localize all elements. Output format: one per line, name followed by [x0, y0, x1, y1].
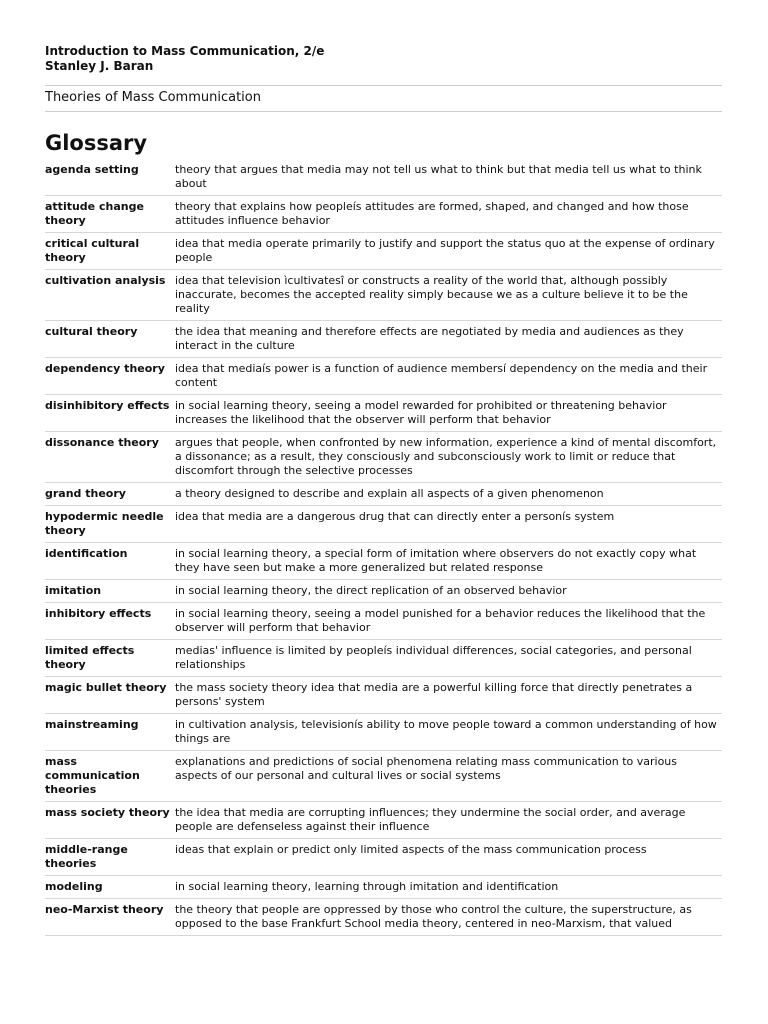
glossary-term: identification	[45, 547, 128, 560]
glossary-entry	[45, 233, 722, 270]
glossary-entry	[45, 543, 722, 580]
glossary-entry	[45, 196, 722, 233]
glossary-definition: the idea that meaning and therefore effects are negotiated by media and audiences as they interact in the culture	[175, 325, 684, 352]
glossary-term: modeling	[45, 880, 103, 893]
glossary-definition: theory that argues that media may not tell us what to think but that media tell us what to think about	[175, 163, 702, 190]
glossary-definition: the mass society theory idea that media are a powerful killing force that directly penetrates a persons' system	[175, 681, 693, 708]
book-header	[45, 44, 324, 74]
glossary-term: mass communication theories	[45, 755, 140, 796]
glossary-entry	[45, 432, 722, 483]
glossary-entry	[45, 677, 722, 714]
chapter-title: Theories of Mass Communication	[45, 90, 261, 105]
glossary-list	[45, 159, 722, 936]
glossary-term: imitation	[45, 584, 102, 597]
glossary-definition: idea that media operate primarily to justify and support the status quo at the expense of ordinary people	[175, 237, 715, 264]
glossary-entry	[45, 839, 722, 876]
glossary-entry	[45, 603, 722, 640]
glossary-term: agenda setting	[45, 163, 139, 176]
glossary-definition: argues that people, when confronted by new information, experience a kind of mental discomfort, a dissonance; as a result, they consciously and subconsciously work to limit or reduce that discomfort through the selective processes	[175, 436, 717, 477]
glossary-term: dependency theory	[45, 362, 165, 375]
glossary-definition: in social learning theory, the direct replication of an observed behavior	[175, 584, 567, 597]
glossary-entry	[45, 159, 722, 196]
glossary-entry	[45, 751, 722, 802]
glossary-entry	[45, 321, 722, 358]
glossary-entry	[45, 270, 722, 321]
glossary-entry	[45, 714, 722, 751]
glossary-term: middle-range theories	[45, 843, 128, 870]
glossary-definition: the idea that media are corrupting influences; they undermine the social order, and average people are defenseless against their influence	[175, 806, 686, 833]
glossary-term: cultural theory	[45, 325, 138, 338]
glossary-definition: in social learning theory, seeing a model punished for a behavior reduces the likelihood that the observer will perform that behavior	[175, 607, 706, 634]
glossary-definition: in social learning theory, a special form of imitation where observers do not exactly copy what they have seen but make a more generalized but related response	[175, 547, 697, 574]
glossary-term: mainstreaming	[45, 718, 139, 731]
glossary-definition: explanations and predictions of social phenomena relating mass communication to various aspects of our personal and cultural lives or social systems	[175, 755, 677, 782]
glossary-entry	[45, 899, 722, 936]
glossary-definition: in social learning theory, learning through imitation and identification	[175, 880, 559, 893]
glossary-definition: in social learning theory, seeing a model rewarded for prohibited or threatening behavior increases the likelihood that the observer will perform that behavior	[175, 399, 667, 426]
glossary-definition: the theory that people are oppressed by those who control the culture, the superstructure, as opposed to the base Frankfurt School media theory, centered in neo-Marxism, that valued	[175, 903, 692, 930]
glossary-entry	[45, 876, 722, 899]
header-divider	[45, 85, 722, 86]
glossary-term: dissonance theory	[45, 436, 159, 449]
glossary-term: mass society theory	[45, 806, 170, 819]
glossary-entry	[45, 640, 722, 677]
glossary-definition: in cultivation analysis, televisionís ability to move people toward a common understanding of how things are	[175, 718, 717, 745]
glossary-term: cultivation analysis	[45, 274, 166, 287]
glossary-entry	[45, 580, 722, 603]
glossary-entry	[45, 483, 722, 506]
glossary-definition: theory that explains how peopleís attitudes are formed, shaped, and changed and how those attitudes influence behavior	[175, 200, 689, 227]
glossary-term: limited effects theory	[45, 644, 135, 671]
glossary-definition: medias' influence is limited by peopleís individual differences, social categories, and personal relationships	[175, 644, 692, 671]
glossary-entry	[45, 802, 722, 839]
glossary-definition: idea that television ìcultivatesî or constructs a reality of the world that, although possibly inaccurate, becomes the accepted reality simply because we as a culture believe it to be the reality	[175, 274, 688, 315]
author-name: Stanley J. Baran	[45, 59, 154, 73]
glossary-entry	[45, 358, 722, 395]
chapter-divider	[45, 111, 722, 112]
book-title: Introduction to Mass Communication, 2/e	[45, 44, 325, 58]
glossary-definition: idea that mediaís power is a function of audience membersí dependency on the media and their content	[175, 362, 708, 389]
glossary-term: attitude change theory	[45, 200, 144, 227]
glossary-definition: ideas that explain or predict only limited aspects of the mass communication process	[175, 843, 647, 856]
glossary-term: neo-Marxist theory	[45, 903, 164, 916]
glossary-definition: a theory designed to describe and explain all aspects of a given phenomenon	[175, 487, 604, 500]
glossary-term: inhibitory effects	[45, 607, 152, 620]
glossary-definition: idea that media are a dangerous drug that can directly enter a personís system	[175, 510, 615, 523]
glossary-entry	[45, 506, 722, 543]
glossary-term: magic bullet theory	[45, 681, 167, 694]
glossary-term: hypodermic needle theory	[45, 510, 164, 537]
glossary-term: disinhibitory effects	[45, 399, 170, 412]
glossary-heading: Glossary	[45, 131, 148, 155]
glossary-entry	[45, 395, 722, 432]
glossary-term: critical cultural theory	[45, 237, 140, 264]
glossary-term: grand theory	[45, 487, 126, 500]
